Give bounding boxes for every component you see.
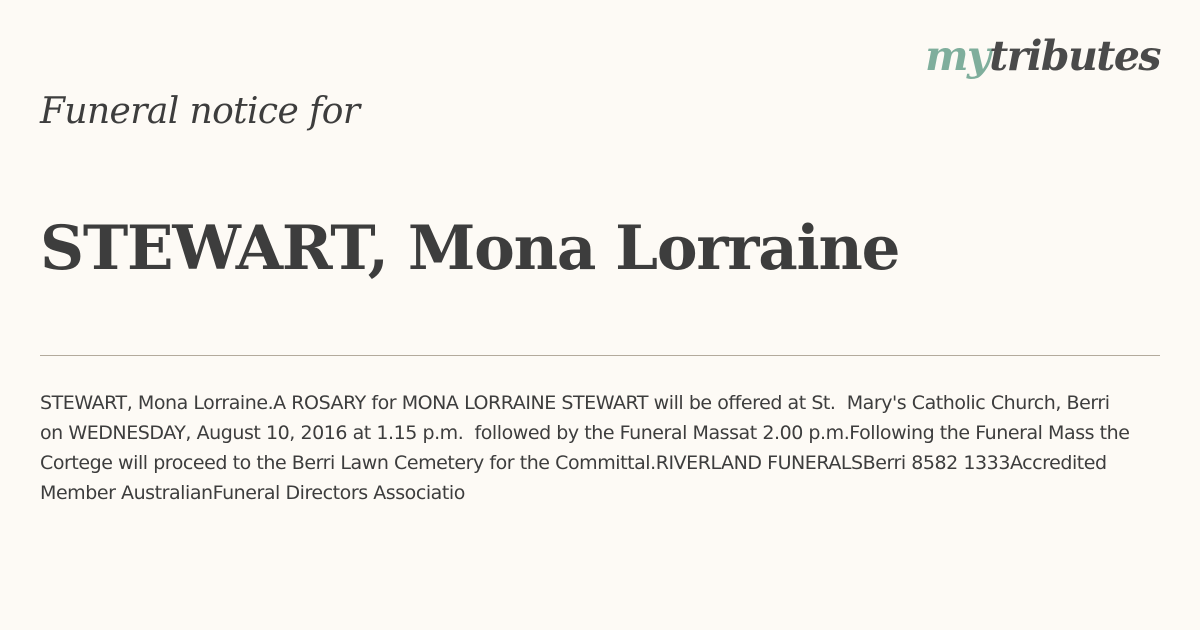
logo-my-text: my	[925, 32, 990, 80]
logo-tributes-text: tributes	[989, 32, 1160, 80]
notice-kicker: Funeral notice for	[40, 91, 360, 132]
deceased-name: STEWART, Mona Lorraine	[40, 213, 900, 284]
notice-body: STEWART, Mona Lorraine.A ROSARY for MONA LORRAINE STEWART will be offered at St. Mary's Catholic Church, Berri on WEDNESDAY, August 10, 2016 at 1.15 p.m. followed by the Funeral Massat 2.00 p.m.Following the Funeral Mass the Cortege will proceed to the Berri Lawn Cemetery for the Committal.RIVERLAND FUNERALSBerri 8582 1333Accredited Member AustralianFuneral Directors Associatio	[40, 392, 1136, 504]
mytributes-logo	[925, 32, 1160, 80]
divider	[40, 355, 1160, 356]
